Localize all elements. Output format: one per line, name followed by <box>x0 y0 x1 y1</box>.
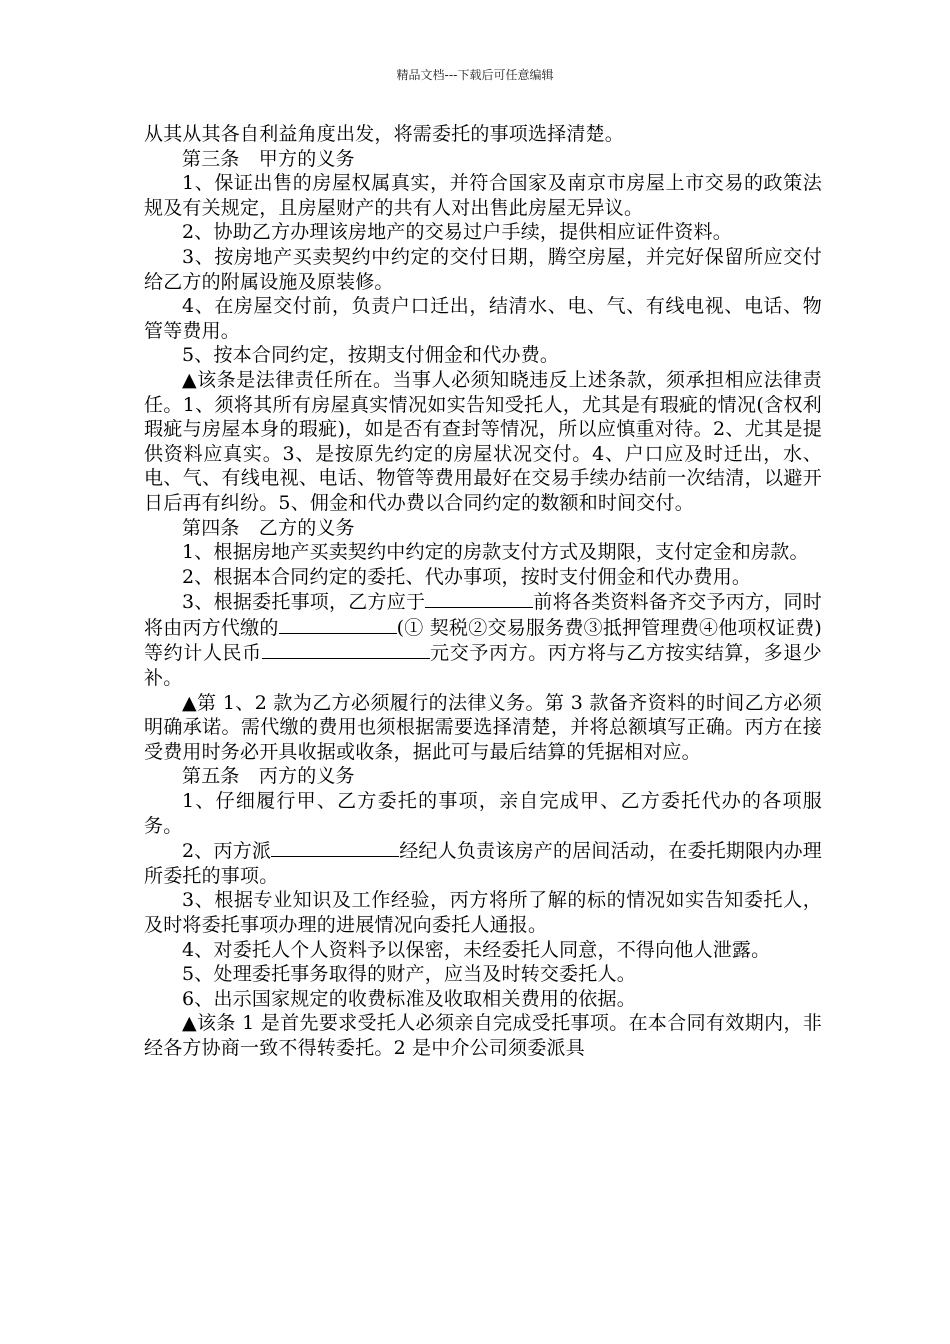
paragraph: 3、根据专业知识及工作经验，丙方将所了解的标的情况如实告知委托人，及时将委托事项办理的进展情况向委托人通报。 <box>144 889 822 936</box>
paragraph-with-blanks <box>144 838 822 888</box>
text-segment: 经纪人负责该房产的居间活动，在委托期限内办理所委托的事项。 <box>144 840 822 887</box>
paragraph: 3、按房地产买卖契约中约定的交付日期，腾空房屋，并完好保留所应交付给乙方的附属设施及原装修。 <box>144 245 822 293</box>
fill-in-blank-items[interactable] <box>279 615 397 634</box>
section-heading-3: 第三条 甲方的义务 <box>182 147 355 170</box>
text-segment: (① 契税②交易服务费③抵押管理费④他项权证费)等约计人民币 <box>144 616 822 665</box>
paragraph: 6、出示国家规定的收费标准及收取相关费用的依据。 <box>182 987 636 1010</box>
fill-in-blank-amount[interactable] <box>262 640 430 659</box>
note-paragraph: ▲第 1、2 款为乙方必须履行的法律义务。第 3 款备齐资料的时间乙方必须明确承诺。需代缴的费用也须根据需要选择清楚，并将总额填写正确。丙方在接受费用时务必开具收据或收条，据此可与最后结算的凭据相对应。 <box>144 691 822 763</box>
page-header: 精品文档---下载后可任意编辑 <box>396 68 554 82</box>
fill-in-blank-date[interactable] <box>425 589 533 608</box>
paragraph: 1、保证出售的房屋权属真实，并符合国家及南京市房屋上市交易的政策法规及有关规定，且房屋财产的共有人对出售此房屋无异议。 <box>144 172 822 219</box>
note-paragraph: ▲该条是法律责任所在。当事人必须知晓违反上述条款，须承担相应法律责任。1、须将其所有房屋真实情况如实告知受托人，尤其是有瑕疵的情况(含权利瑕疵与房屋本身的瑕疵)，如是否有查封等情况，所以应慎重对待。2、尤其是提供资料应真实。3、是按原先约定的房屋状况交付。4、户口应及时迁出，水、电、气、有线电视、电话、物管等费用最好在交易手续办结前一次结清，以避开日后再有纠纷。5、佣金和代办费以合同约定的数额和时间交付。 <box>144 368 822 514</box>
section-heading-4: 第四条 乙方的义务 <box>182 516 355 539</box>
paragraph: 4、在房屋交付前，负责户口迁出，结清水、电、气、有线电视、电话、物管等费用。 <box>144 295 822 342</box>
paragraph: 1、根据房地产买卖契约中约定的房款支付方式及期限，支付定金和房款。 <box>182 541 809 564</box>
section-heading-5: 第五条 丙方的义务 <box>182 765 355 788</box>
note-paragraph: ▲该条 1 是首先要求受托人必须亲自完成受托事项。在本合同有效期内，非经各方协商一致不得转委托。2 是中介公司须委派具 <box>144 1012 822 1059</box>
paragraph: 从其从其各自利益角度出发，将需委托的事项选择清楚。 <box>144 123 625 145</box>
paragraph: 5、按本合同约定，按期支付佣金和代办费。 <box>182 344 560 367</box>
paragraph: 5、处理委托事务取得的财产，应当及时转交委托人。 <box>182 963 636 986</box>
text-segment: 元交予丙方。丙方将与乙方按实结算，多退少补。 <box>144 642 822 690</box>
text-segment: 前将各类资料备齐交予丙方，同时将由丙方代缴的 <box>144 591 822 639</box>
paragraph-with-blanks <box>144 589 822 690</box>
text-segment: 2、丙方派 <box>182 840 272 863</box>
paragraph: 2、根据本合同约定的委托、代办事项，按时支付佣金和代办费用。 <box>182 565 752 588</box>
document-body <box>144 122 822 1061</box>
paragraph: 1、仔细履行甲、乙方委托的事项，亲自完成甲、乙方委托代办的各项服务。 <box>144 790 822 837</box>
paragraph: 4、对委托人个人资料予以保密，未经委托人同意，不得向他人泄露。 <box>182 938 771 961</box>
fill-in-blank-agent[interactable] <box>271 838 399 857</box>
paragraph: 2、协助乙方办理该房地产的交易过户手续，提供相应证件资料。 <box>182 221 732 244</box>
text-segment: 3、根据委托事项，乙方应于 <box>182 591 426 614</box>
